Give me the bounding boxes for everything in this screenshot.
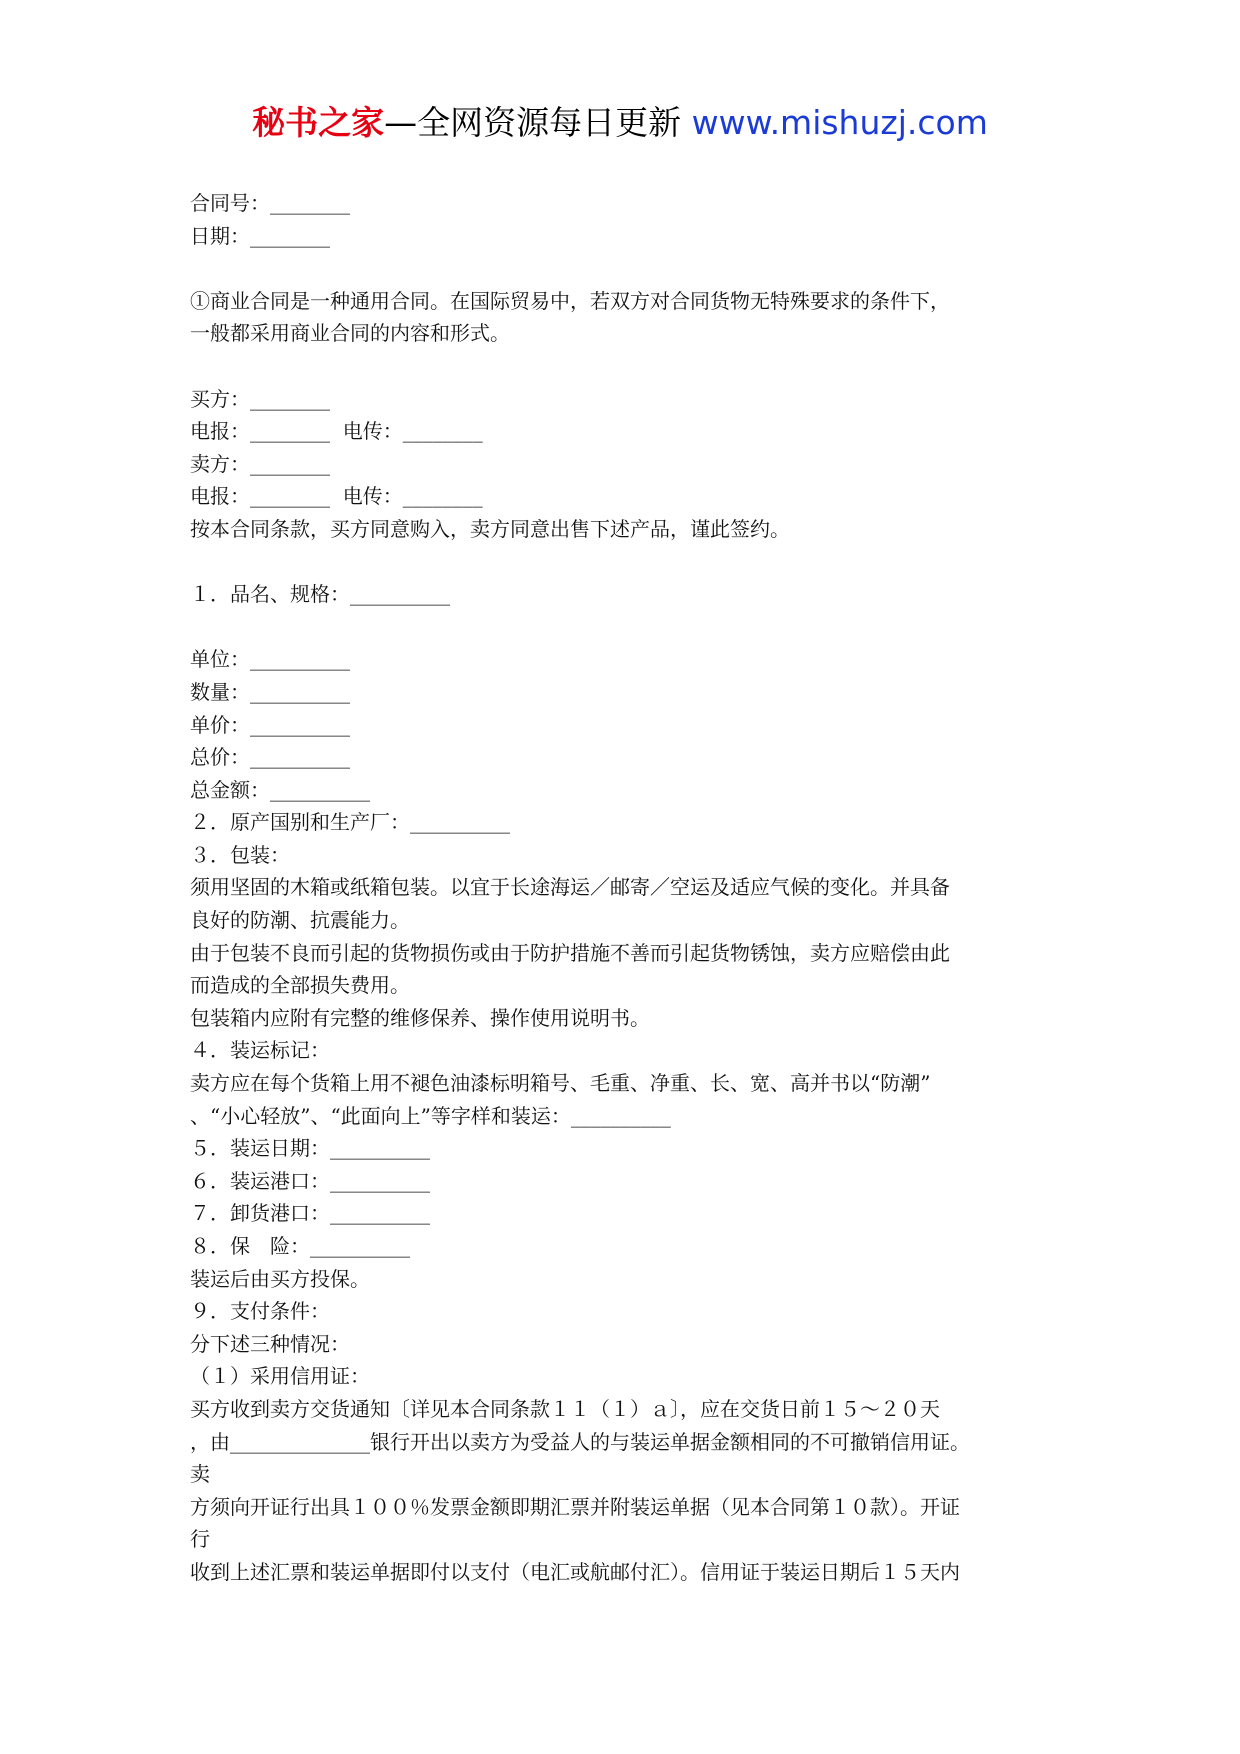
site-brand: 秘书之家 (252, 103, 385, 142)
text-line: 买方收到卖方交货通知〔详见本合同条款１１（１）ａ〕，应在交货日前１５～２０天 (190, 1396, 940, 1421)
text-line: 装运后由买方投保。 (190, 1266, 370, 1291)
text-line: ４．装运标记： (190, 1038, 330, 1063)
text-line: 卖方：________ (190, 451, 330, 476)
text-line: ８．保 险：__________ (190, 1234, 410, 1258)
text-line: 卖方应在每个货箱上用不褪色油漆标明箱号、毛重、净重、长、宽、高并书以“防潮” (190, 1071, 931, 1096)
text-line: 合同号：________ (190, 191, 350, 215)
site-url[interactable]: www.mishuzj.com (691, 103, 988, 142)
blank-line (190, 350, 1070, 383)
text-line: ５．装运日期：__________ (190, 1136, 430, 1161)
text-line: ９．支付条件： (190, 1299, 330, 1324)
text-line: 分下述三种情况： (190, 1331, 350, 1356)
text-line: ①商业合同是一种通用合同。在国际贸易中，若双方对合同货物无特殊要求的条件下， (190, 288, 950, 313)
text-line: ，由______________银行开出以卖方为受益人的与装运单据金额相同的不可撤销信用证。 (190, 1429, 970, 1454)
text-line: 单位：__________ (190, 647, 350, 672)
text-line: 而造成的全部损失费用。 (190, 973, 410, 998)
text-line: 单价：__________ (190, 712, 350, 737)
site-header (0, 100, 1240, 146)
text-line: 总价：__________ (190, 745, 350, 770)
text-line: 日期：________ (190, 223, 330, 248)
text-line: １．品名、规格：__________ (190, 582, 450, 607)
text-line: ７．卸货港口：__________ (190, 1201, 430, 1226)
text-line: 数量：__________ (190, 679, 350, 704)
text-line: 收到上述汇票和装运单据即付以支付（电汇或航邮付汇）。信用证于装运日期后１５天内 (190, 1559, 960, 1584)
text-line: ２．原产国别和生产厂：__________ (190, 810, 510, 835)
contract-body (190, 187, 1070, 1589)
text-line: 卖 (190, 1462, 210, 1487)
text-line: 由于包装不良而引起的货物损伤或由于防护措施不善而引起货物锈蚀，卖方应赔偿由此 (190, 940, 950, 965)
blank-line (190, 252, 1070, 285)
blank-line (190, 546, 1070, 579)
text-line: 、“小心轻放”、“此面向上”等字样和装运：__________ (190, 1103, 671, 1128)
text-line: ３．包装： (190, 842, 290, 867)
text-line: 按本合同条款，买方同意购入，卖方同意出售下述产品，谨此签约。 (190, 516, 790, 541)
text-line: 方须向开证行出具１００％发票金额即期汇票并附装运单据（见本合同第１０款）。开证 (190, 1494, 960, 1519)
text-line: （１）采用信用证： (190, 1364, 370, 1389)
text-line: 包装箱内应附有完整的维修保养、操作使用说明书。 (190, 1005, 650, 1030)
text-line: 一般都采用商业合同的内容和形式。 (190, 321, 510, 346)
text-line: 买方：________ (190, 386, 330, 411)
blank-line (190, 611, 1070, 644)
text-line: 行 (190, 1527, 210, 1552)
text-line: 总金额：__________ (190, 777, 370, 802)
text-line: 电报：________ 电传：________ (190, 419, 483, 444)
text-line: 良好的防潮、抗震能力。 (190, 908, 410, 933)
text-line: ６．装运港口：__________ (190, 1168, 430, 1193)
text-line: 电报：________ 电传：________ (190, 484, 483, 509)
text-line: 须用坚固的木箱或纸箱包装。以宜于长途海运／邮寄／空运及适应气候的变化。并具备 (190, 875, 950, 900)
site-tagline: —全网资源每日更新 (384, 103, 682, 142)
